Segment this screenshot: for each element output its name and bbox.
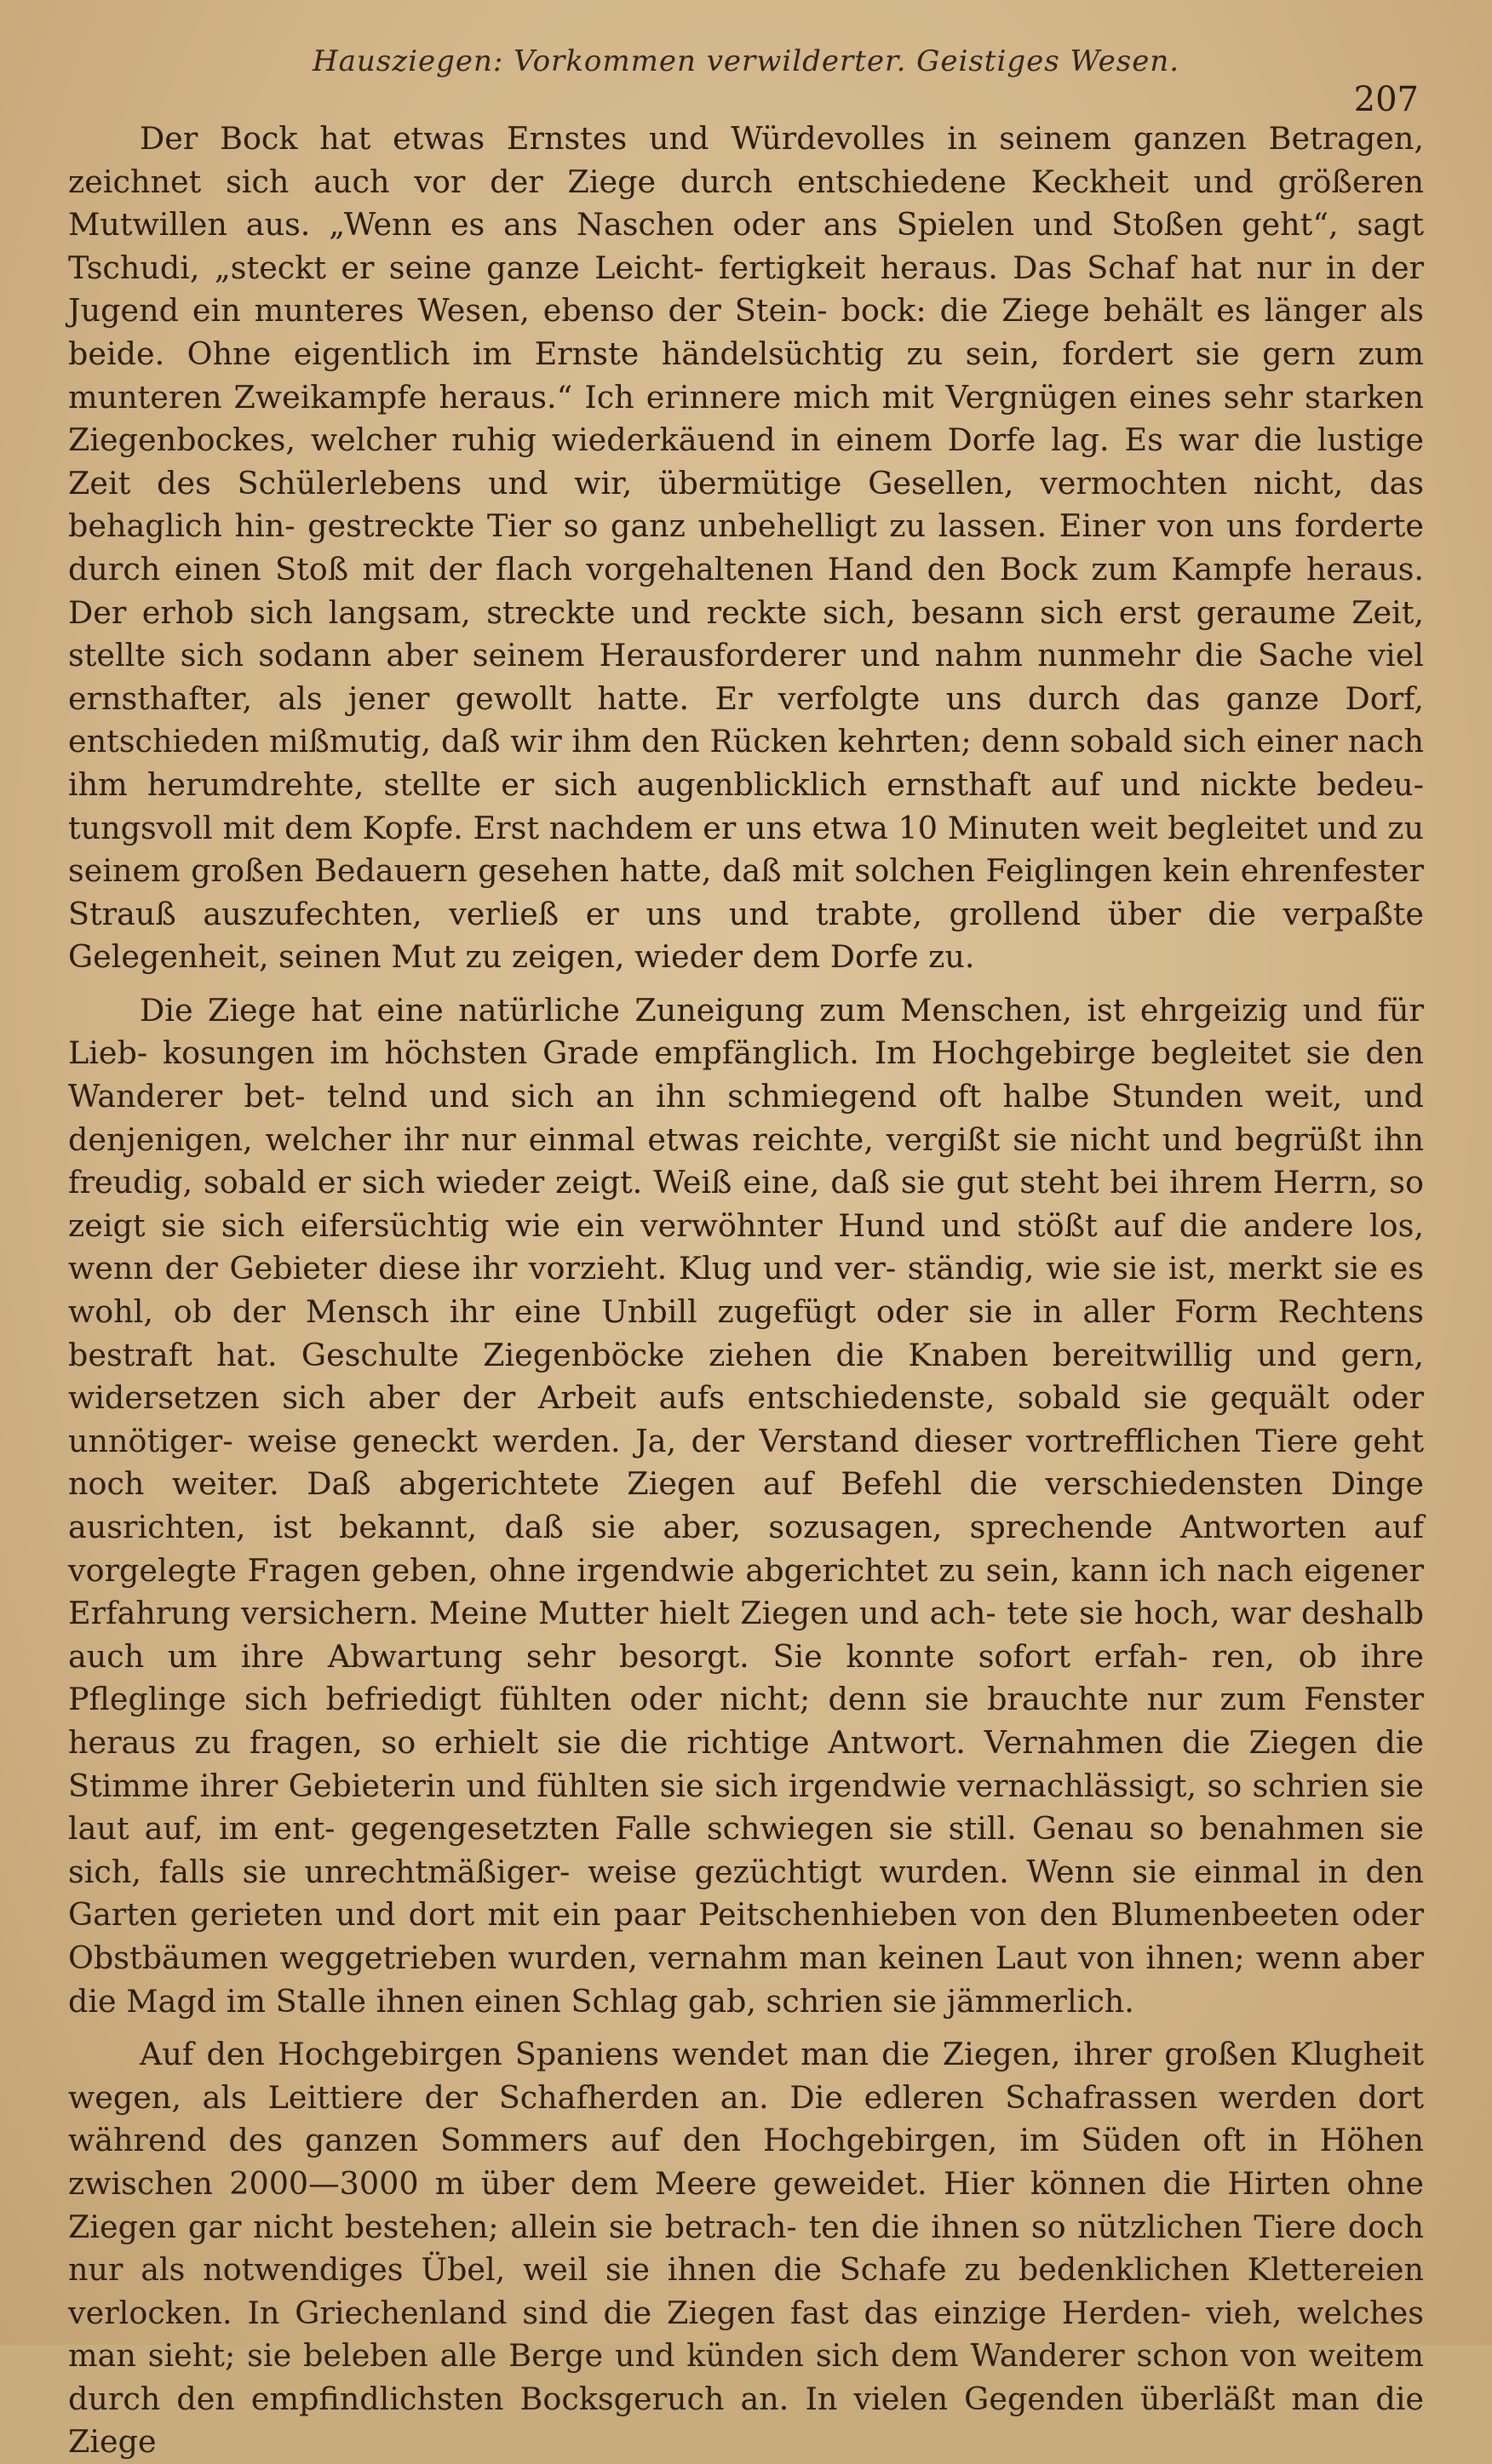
running-header: Hausziegen: Vorkommen verwilderter. Geistiges Wesen. [312,44,1180,78]
page-number: 207 [1353,80,1419,119]
body-text [68,117,1424,2464]
paragraph-3: Auf den Hochgebirgen Spaniens wendet man die Ziegen, ihrer großen Klugheit wegen, als Leittiere der Schafherden an. Die edleren Schafrassen werden dort während des ganzen Sommers auf den Hochgebirgen, im Süden oft in Höhen zwischen 2000—3000 m über dem Meere geweidet. Hier können die Hirten ohne Ziegen gar nicht bestehen; allein sie betrach- ten die ihnen so nützlichen Tiere doch nur als notwendiges Übel, weil sie ihnen die Schafe zu bedenklichen Klettereien verlocken. In Griechenland sind die Ziegen fast das einzige Herden- vieh, welches man sieht; sie beleben alle Berge und künden sich dem Wanderer schon von weitem durch den empfindlichsten Bocksgeruch an. In vielen Gegenden überläßt man die Ziege [68,2036,1424,2461]
paragraph-1: Der Bock hat etwas Ernstes und Würdevolles in seinem ganzen Betragen, zeichnet sich auch vor der Ziege durch entschiedene Keckheit und größeren Mutwillen aus. „Wenn es ans Naschen oder ans Spielen und Stoßen geht“, sagt Tschudi, „steckt er seine ganze Leicht- fertigkeit heraus. Das Schaf hat nur in der Jugend ein munteres Wesen, ebenso der Stein- bock: die Ziege behält es länger als beide. Ohne eigentlich im Ernste händelsüchtig zu sein, fordert sie gern zum munteren Zweikampfe heraus.“ Ich erinnere mich mit Vergnügen eines sehr starken Ziegenbockes, welcher ruhig wiederkäuend in einem Dorfe lag. Es war die lustige Zeit des Schülerlebens und wir, übermütige Gesellen, vermochten nicht, das behaglich hin- gestreckte Tier so ganz unbehelligt zu lassen. Einer von uns forderte durch einen Stoß mit der flach vorgehaltenen Hand den Bock zum Kampfe heraus. Der erhob sich langsam, streckte und reckte sich, besann sich erst geraume Zeit, stellte sich sodann aber seinem Herausforderer und nahm nunmehr die Sache viel ernsthafter, als jener gewollt hatte. Er verfolgte uns durch das ganze Dorf, entschieden mißmutig, daß wir ihm den Rücken kehrten; denn sobald sich einer nach ihm herumdrehte, stellte er sich augenblicklich ernsthaft auf und nickte bedeu- tungsvoll mit dem Kopfe. Erst nachdem er uns etwa 10 Minuten weit begleitet und zu seinem großen Bedauern gesehen hatte, daß mit solchen Feiglingen kein ehrenfester Strauß auszufechten, verließ er uns und trabte, grollend über die verpaßte Gelegenheit, seinen Mut zu zeigen, wieder dem Dorfe zu. [68,120,1424,976]
paragraph-2: Die Ziege hat eine natürliche Zuneigung zum Menschen, ist ehrgeizig und für Lieb- kosungen im höchsten Grade empfänglich. Im Hochgebirge begleitet sie den Wanderer bet- telnd und sich an ihn schmiegend oft halbe Stunden weit, und denjenigen, welcher ihr nur einmal etwas reichte, vergißt sie nicht und begrüßt ihn freudig, sobald er sich wieder zeigt. Weiß eine, daß sie gut steht bei ihrem Herrn, so zeigt sie sich eifersüchtig wie ein verwöhnter Hund und stößt auf die andere los, wenn der Gebieter diese ihr vorzieht. Klug und ver- ständig, wie sie ist, merkt sie es wohl, ob der Mensch ihr eine Unbill zugefügt oder sie in aller Form Rechtens bestraft hat. Geschulte Ziegenböcke ziehen die Knaben bereitwillig und gern, widersetzen sich aber der Arbeit aufs entschiedenste, sobald sie gequält oder unnötiger- weise geneckt werden. Ja, der Verstand dieser vortrefflichen Tiere geht noch weiter. Daß abgerichtete Ziegen auf Befehl die verschiedensten Dinge ausrichten, ist bekannt, daß sie aber, sozusagen, sprechende Antworten auf vorgelegte Fragen geben, ohne irgendwie abgerichtet zu sein, kann ich nach eigener Erfahrung versichern. Meine Mutter hielt Ziegen und ach- tete sie hoch, war deshalb auch um ihre Abwartung sehr besorgt. Sie konnte sofort erfah- ren, ob ihre Pfleglinge sich befriedigt fühlten oder nicht; denn sie brauchte nur zum Fenster heraus zu fragen, so erhielt sie die richtige Antwort. Vernahmen die Ziegen die Stimme ihrer Gebieterin und fühlten sie sich irgendwie vernachlässigt, so schrien sie laut auf, im ent- gegengesetzten Falle schwiegen sie still. Genau so benahmen sie sich, falls sie unrechtmäßiger- weise gezüchtigt wurden. Wenn sie einmal in den Garten gerieten und dort mit ein paar Peitschenhieben von den Blumenbeeten oder Obstbäumen weggetrieben wurden, vernahm man keinen Laut von ihnen; wenn aber die Magd im Stalle ihnen einen Schlag gab, schrien sie jämmerlich. [68,991,1424,2020]
